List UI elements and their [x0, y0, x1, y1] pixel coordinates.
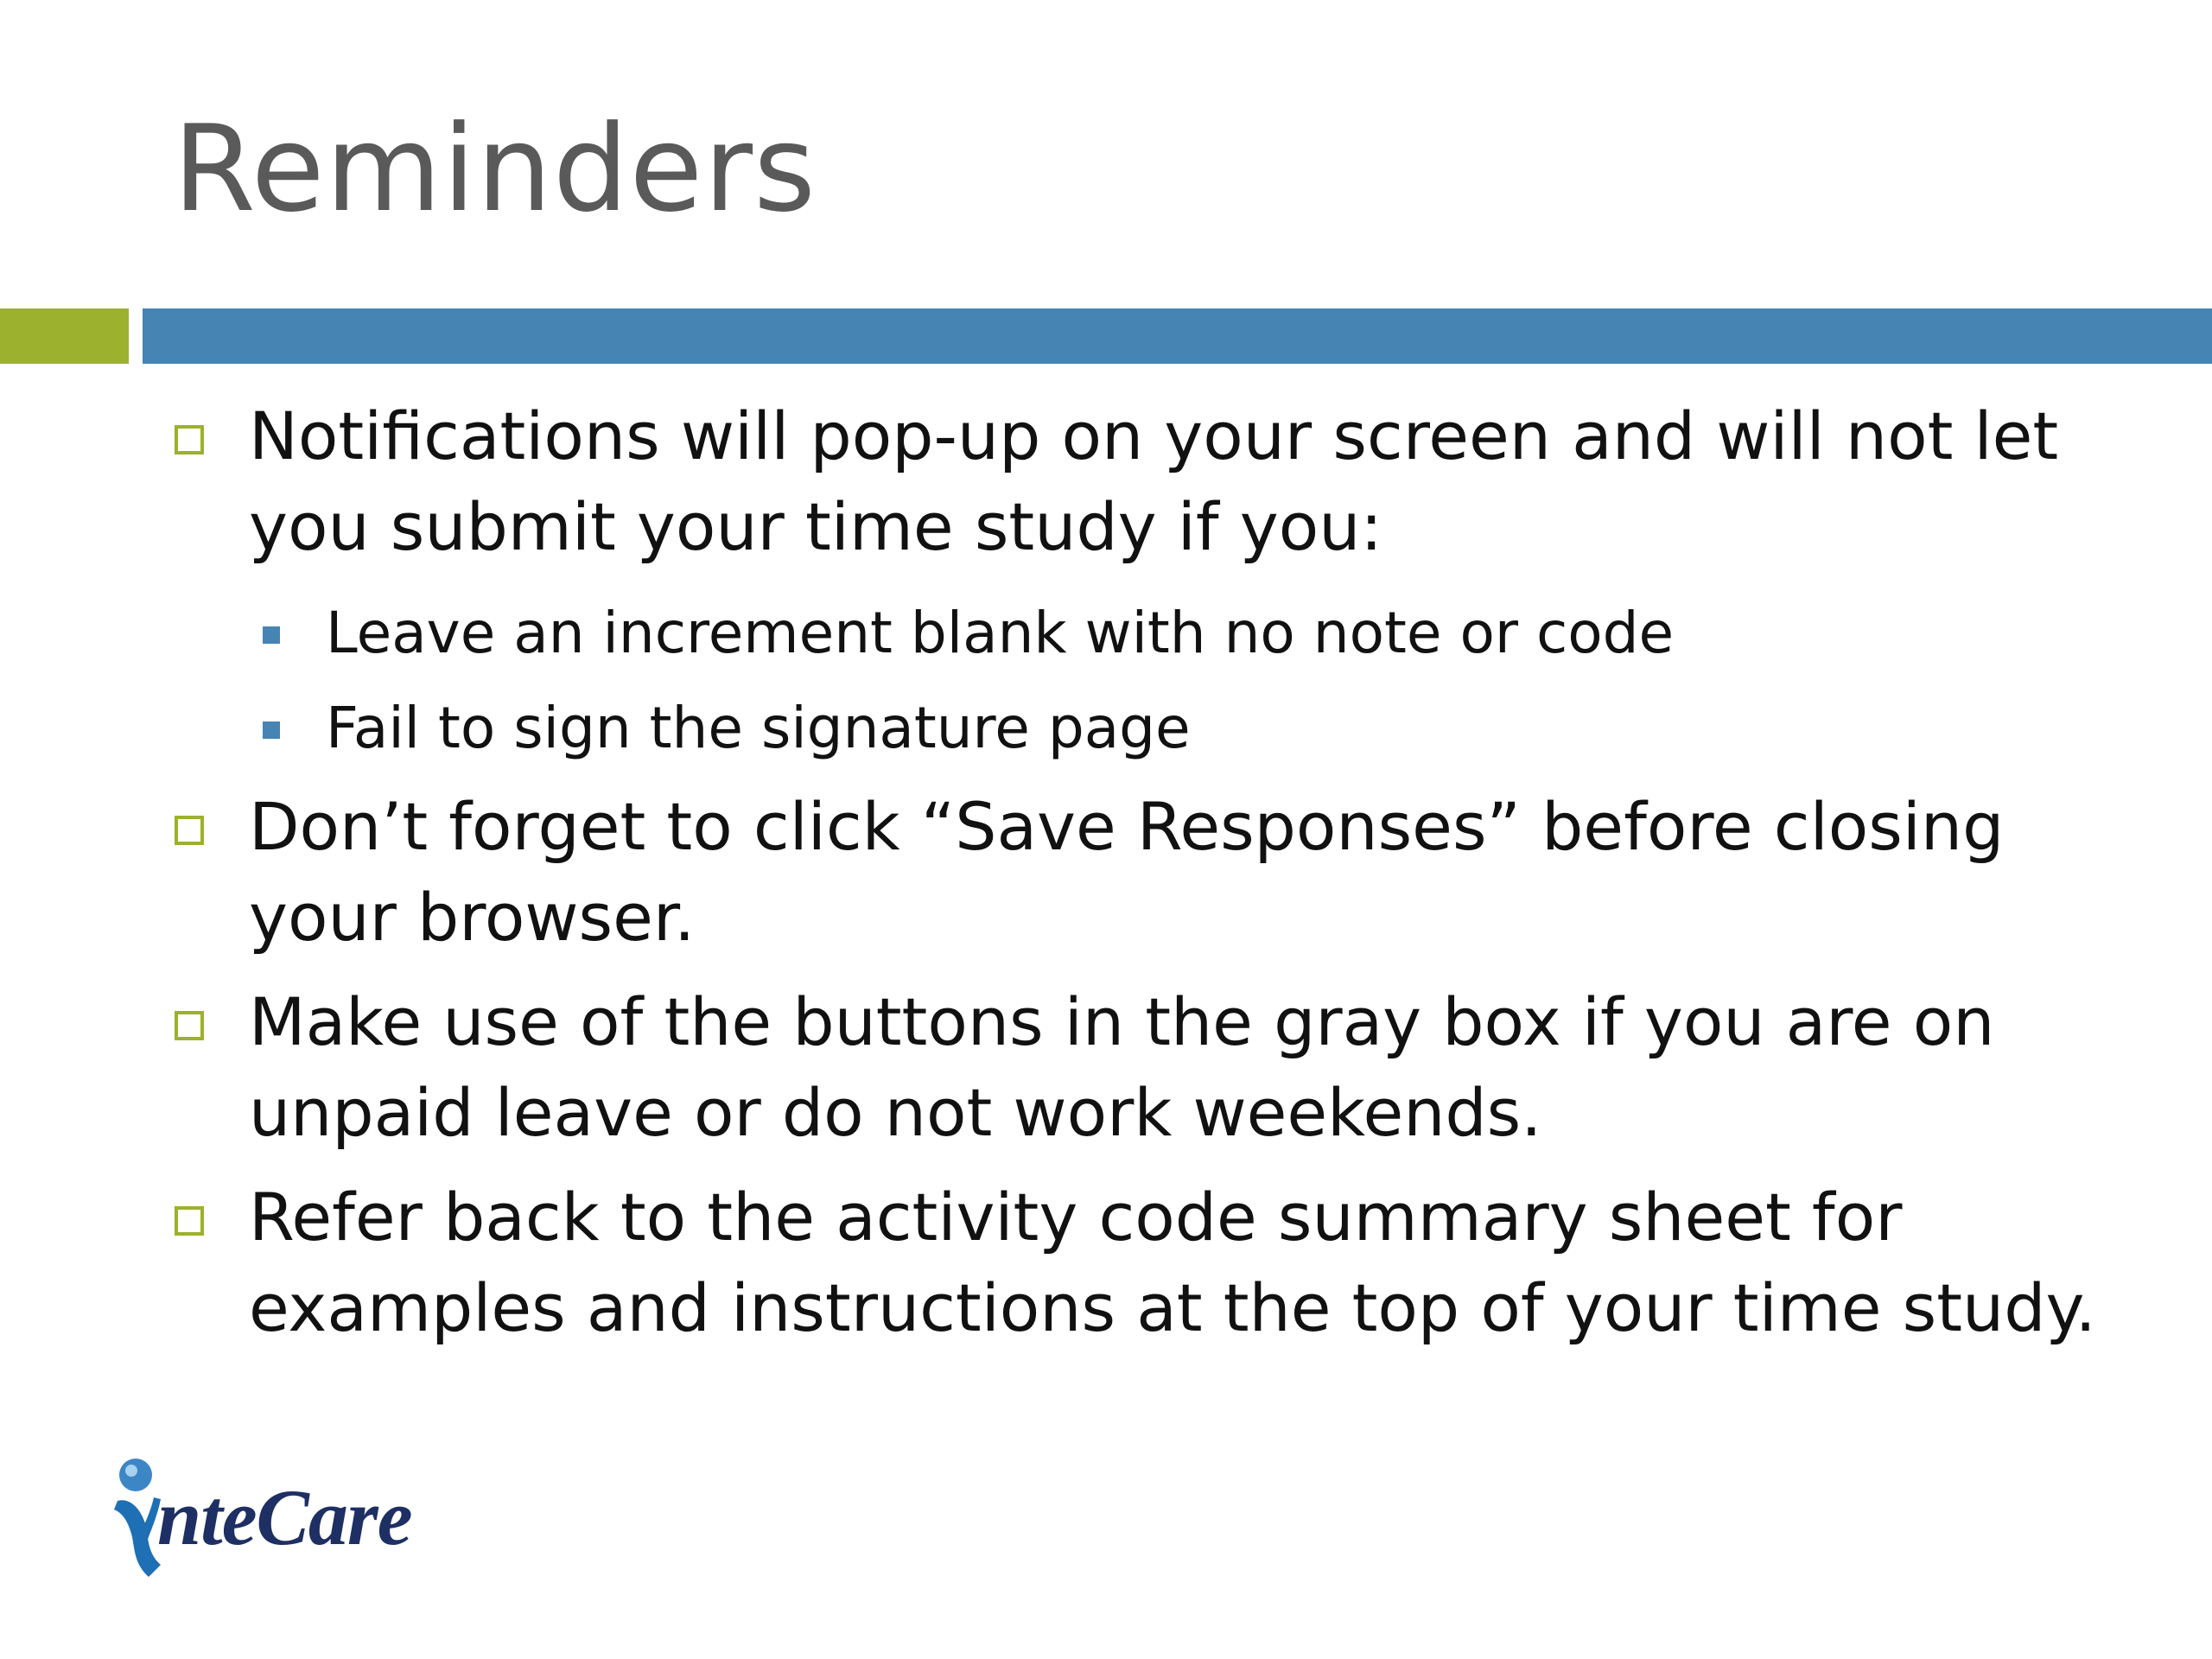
filled-square-bullet-icon [263, 626, 280, 644]
bullet-text: Notifications will pop-up on your screen and will not let you submit your time study if you: [249, 397, 2059, 565]
bullet-item [173, 1172, 2160, 1353]
hollow-square-bullet-icon [175, 425, 204, 454]
bullet-list [173, 391, 2160, 1367]
accent-bar-green [0, 308, 129, 364]
hollow-square-bullet-icon [175, 1206, 204, 1236]
hollow-square-bullet-icon [175, 1011, 204, 1040]
sub-bullet-list [173, 586, 2160, 776]
intecare-logo [111, 1456, 439, 1586]
bullet-text: Make use of the buttons in the gray box if you are on unpaid leave or do not work weekends. [249, 983, 1995, 1151]
bullet-item [173, 781, 2160, 963]
bullet-item [173, 976, 2160, 1158]
sub-bullet-text: Leave an increment blank with no note or code [326, 600, 1675, 666]
sub-bullet-text: Fail to sign the signature page [326, 695, 1191, 761]
sub-bullet-item [173, 681, 2160, 776]
hollow-square-bullet-icon [175, 816, 204, 845]
sub-bullet-item [173, 586, 2160, 681]
bullet-text: Refer back to the activity code summary sheet for examples and instructions at the top of your time study. [249, 1179, 2096, 1346]
bullet-item [173, 391, 2160, 572]
accent-bar-blue [143, 308, 2212, 364]
filled-square-bullet-icon [263, 721, 280, 739]
slide-title: Reminders [173, 99, 817, 238]
bullet-text: Don’t forget to click “Save Responses” before closing your browser. [249, 788, 2005, 956]
logo-wordmark: nteCare [157, 1473, 412, 1561]
